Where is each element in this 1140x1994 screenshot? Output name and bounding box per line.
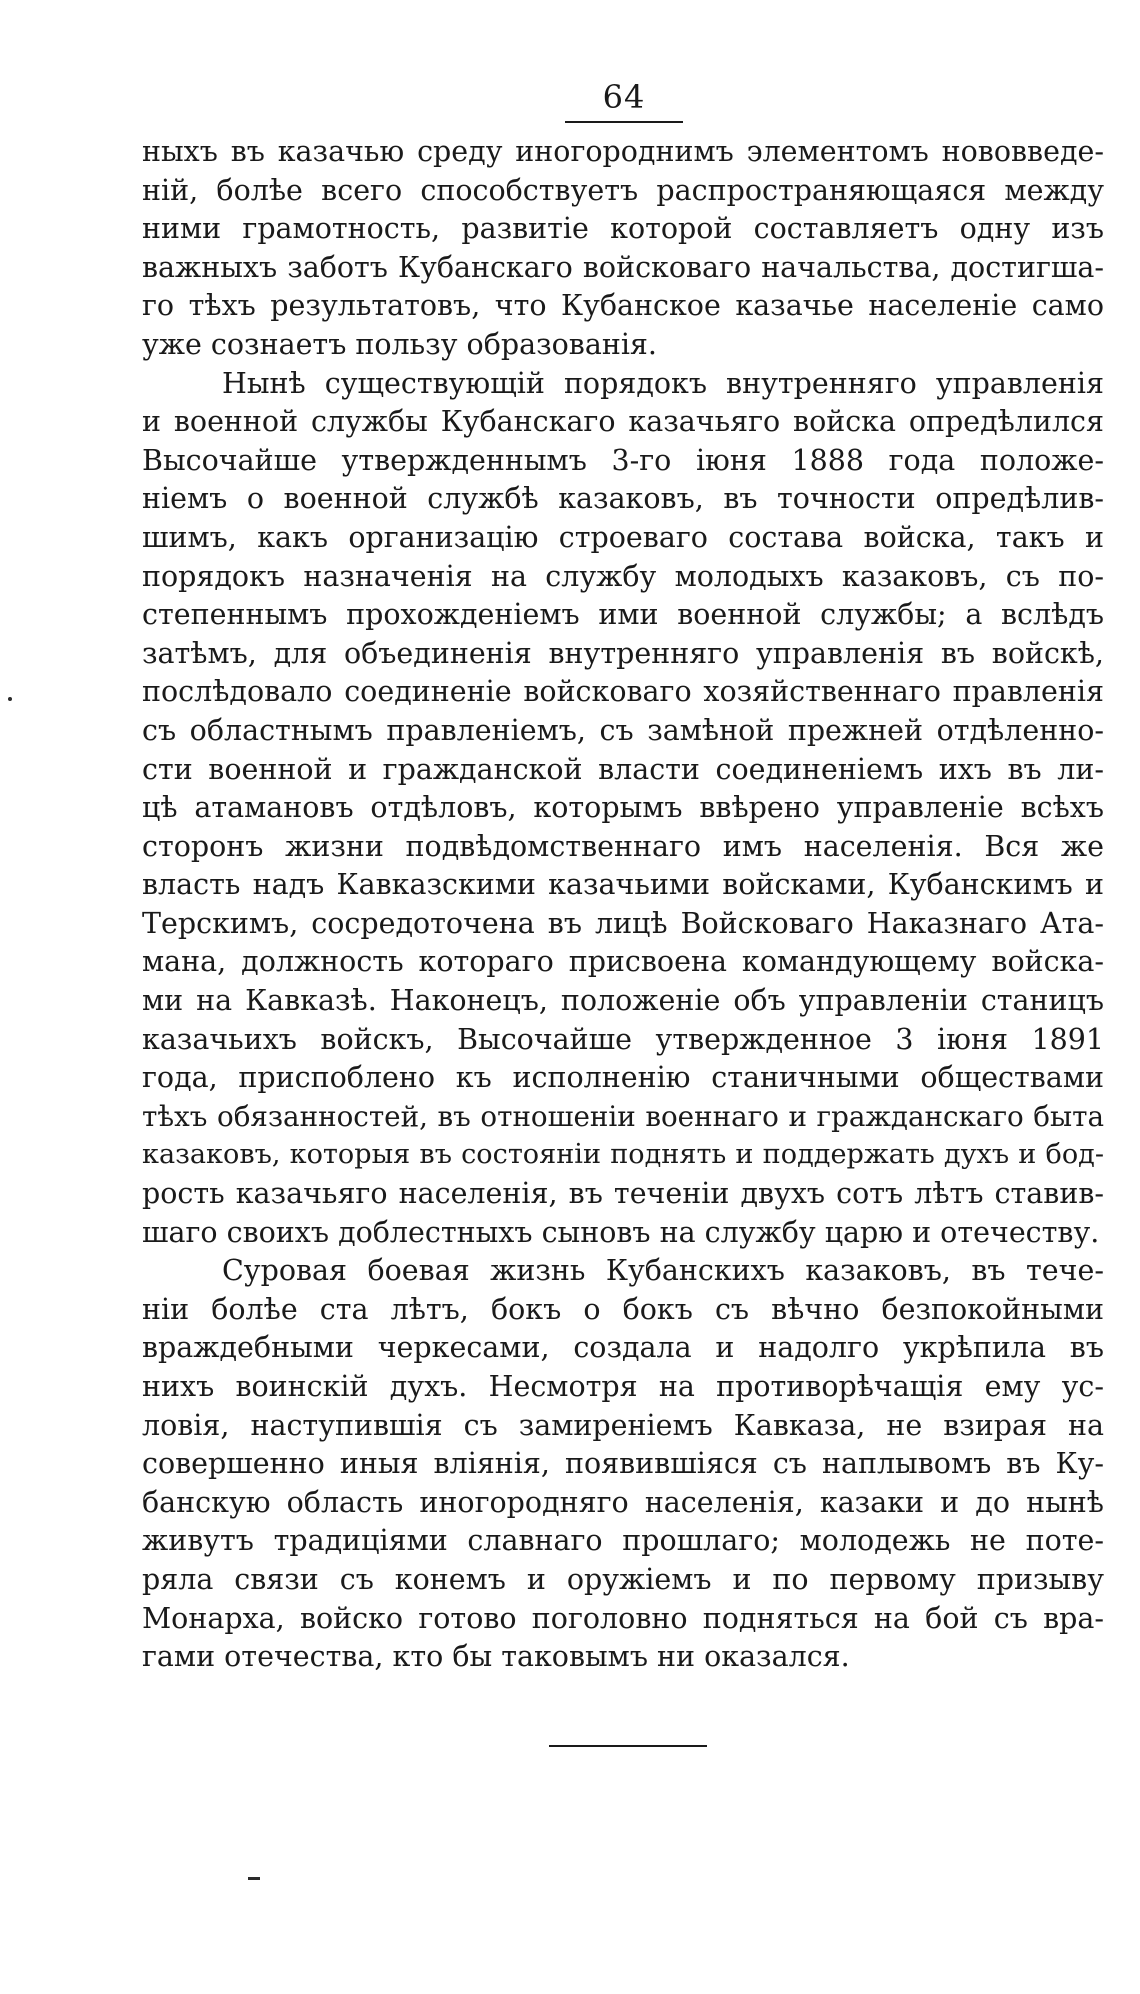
text-line: казачьихъ войскъ, Высочайше утвержденное 3 іюня 1891 <box>142 1022 1104 1056</box>
text-line: года, приспоблено къ исполненію станичными обществами <box>142 1061 1104 1095</box>
text-line: ніи болѣе ста лѣтъ, бокъ о бокъ съ вѣчно безпокойными <box>142 1292 1104 1326</box>
text-line: уже сознаетъ пользу образованія. <box>142 327 657 361</box>
text-line: Нынѣ существующій порядокъ внутренняго управленія <box>222 366 1104 400</box>
footer-rule <box>549 1745 707 1747</box>
text-line: гами отечества, кто бы таковымъ ни оказался. <box>142 1640 850 1674</box>
text-line: ними грамотность, развитіе которой составляетъ одну изъ <box>142 212 1104 246</box>
text-line: рость казачьяго населенія, въ теченіи двухъ сотъ лѣтъ ставив- <box>142 1177 1104 1211</box>
text-line: враждебными черкесами, создала и надолго укрѣпила въ <box>142 1331 1104 1365</box>
text-line: шимъ, какъ организацію строеваго состава войска, такъ и <box>142 520 1104 554</box>
text-line: цѣ атамановъ отдѣловъ, которымъ ввѣрено управленіе всѣхъ <box>142 791 1104 825</box>
text-line: власть надъ Кавказскими казачьими войсками, Кубанскимъ и <box>142 868 1104 902</box>
text-line: шаго своихъ доблестныхъ сыновъ на службу царю и отечеству. <box>142 1215 1100 1249</box>
text-line: нихъ воинскій духъ. Несмотря на противорѣчащія ему ус- <box>142 1370 1104 1403</box>
text-line: Суровая боевая жизнь Кубанскихъ казаковъ, въ тече- <box>222 1254 1104 1288</box>
text-line: ній, болѣе всего способствуетъ распространяющаяся между <box>142 173 1104 207</box>
text-line: сти военной и гражданской власти соединеніемъ ихъ въ ли- <box>142 752 1104 786</box>
text-line: Терскимъ, сосредоточена въ лицѣ Войсковаго Наказнаго Ата- <box>142 906 1104 940</box>
header-rule <box>565 121 683 123</box>
text-line: живутъ традиціями славнаго прошлаго; молодежь не поте- <box>142 1524 1104 1558</box>
text-line: ныхъ въ казачью среду иногороднимъ элементомъ нововведе- <box>142 135 1104 168</box>
text-line: Монарха, войско готово поголовно подняться на бой съ вра- <box>142 1601 1104 1635</box>
text-line: и военной службы Кубанскаго казачьяго войска опредѣлился <box>142 405 1104 439</box>
text-line: казаковъ, которыя въ состояніи поднять и поддержать духъ и бод- <box>142 1139 1104 1171</box>
text-line: банскую область иногородняго населенія, казаки и до нынѣ <box>142 1485 1104 1519</box>
text-line: послѣдовало соединеніе войсковаго хозяйственнаго правленія <box>142 675 1104 709</box>
text-line: ряла связи съ конемъ и оружіемъ и по первому призыву <box>142 1562 1104 1596</box>
page-number: 64 <box>602 78 646 116</box>
text-line: ми на Кавказѣ. Наконецъ, положеніе объ управленіи станицъ <box>142 984 1104 1018</box>
text-line: ловія, наступившія съ замиреніемъ Кавказа, не взирая на <box>142 1408 1104 1442</box>
text-line: степеннымъ прохожденіемъ ими военной службы; а вслѣдъ <box>142 598 1104 632</box>
text-line: тѣхъ обязанностей, въ отношеніи военнаго и гражданскаго быта <box>142 1099 1104 1133</box>
text-line: го тѣхъ результатовъ, что Кубанское казачье населеніе само <box>142 289 1104 323</box>
text-line: ніемъ о военной службѣ казаковъ, въ точности опредѣлив- <box>142 482 1104 516</box>
text-line: затѣмъ, для объединенія внутренняго управленія въ войскѣ, <box>142 636 1104 670</box>
text-line: порядокъ назначенія на службу молодыхъ казаковъ, съ по- <box>142 559 1104 593</box>
text-line: съ областнымъ правленіемъ, съ замѣной прежней отдѣленно- <box>142 713 1104 747</box>
text-line: сторонъ жизни подвѣдомственнаго имъ населенія. Вся же <box>142 829 1104 863</box>
text-line: Высочайше утвержденнымъ 3-го іюня 1888 года положе- <box>142 443 1104 477</box>
scan-speck <box>8 697 12 701</box>
text-line: важныхъ заботъ Кубанскаго войсковаго начальства, достигша- <box>142 250 1104 284</box>
scan-speck <box>248 1877 260 1880</box>
body-text <box>142 133 1104 1677</box>
text-line: мана, должность котораго присвоена командующему войска- <box>142 945 1104 979</box>
text-line: совершенно иныя вліянія, появившіяся съ наплывомъ въ Ку- <box>142 1447 1104 1481</box>
